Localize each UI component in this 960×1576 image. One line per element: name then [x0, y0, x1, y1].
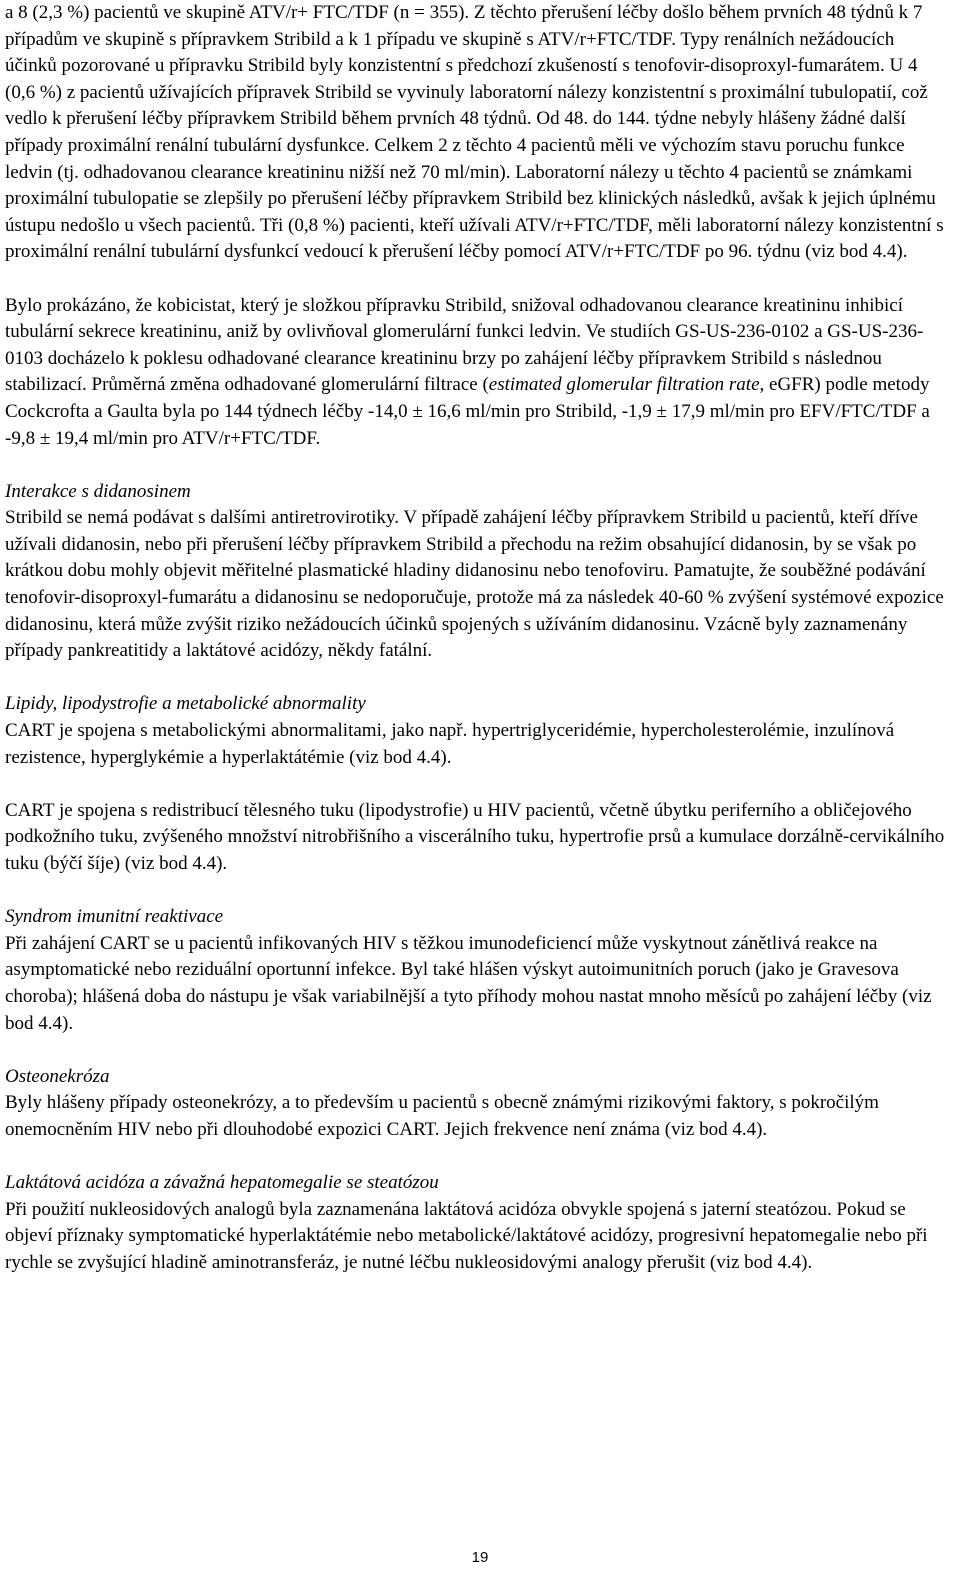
section-lipids [5, 691, 950, 877]
section-heading: Interakce s didanosinem [5, 480, 191, 502]
page-number: 19 [471, 1549, 489, 1566]
paragraph-cobicistat-egfr [5, 293, 950, 453]
section-paragraph: CART je spojena s metabolickými abnormalitami, jako např. hypertriglyceridémie, hypercholesterolémie, inzulínová rezistence, hyperglykémie a hyperlaktátémie (viz bod 4.4). [5, 720, 895, 768]
section-didanosine [5, 479, 950, 665]
paragraph-renal-findings: a 8 (2,3 %) pacientů ve skupině ATV/r+ FTC/TDF (n = 355). Z těchto přerušení léčby došlo během prvních 48 týdnů k 7 případům ve skupině s přípravkem Stribild a k 1 případu ve skupině s ATV/r+FTC/TDF. Typy renálních nežádoucích účinků pozorované u přípravku Stribild byly konzistentní s předchozí zkušeností s tenofovir-disoproxyl-fumarátem. U 4 (0,6 %) z pacientů užívajících přípravek Stribild se vyvinuly laboratorní nálezy konzistentní s proximální tubulopatií, což vedlo k přerušení léčby přípravkem Stribild během prvních 48 týdnů. Od 48. do 144. týdne nebyly hlášeny žádné další případy proximální renální tubulární dysfunkce. Celkem 2 z těchto 4 pacientů měli ve výchozím stavu poruchu funkce ledvin (tj. odhadovanou clearance kreatininu nižší než 70 ml/min). Laboratorní nálezy u těchto 4 pacientů se známkami proximální tubulopatie se zlepšily po přerušení léčby přípravkem Stribild bez klinických následků, avšak k jejich úplnému ústupu nedošlo u všech pacientů. Tři (0,8 %) pacienti, kteří užívali ATV/r+FTC/TDF, měli laboratorní nálezy konzistentní s proximální renální tubulární dysfunkcí vedoucí k přerušení léčby pomocí ATV/r+FTC/TDF po 96. týdnu (viz bod 4.4). [5, 2, 944, 263]
egfr-text-start: Bylo prokázáno, že kobicistat, který je složkou přípravku Stribild, snižoval odhadovanou clearance kreatininu inhibicí tubulární sekrece kreatininu, aniž by ovlivňoval glomerulární funkci ledvin. Ve studiích GS-US-236-0102 a GS-US-236-0103 docházelo k poklesu odhadované clearance kreatininu brzy po zahájení léčby přípravkem Stribild s následnou stabilizací. Průměrná změna odhadované glomerulární filtrace ( [5, 294, 924, 396]
document-page [5, 0, 950, 1277]
section-heading: Osteonekróza [5, 1065, 110, 1087]
section-paragraph: Stribild se nemá podávat s dalšími antiretrovirotiky. V případě zahájení léčby přípravkem Stribild u pacientů, kteří dříve užívali didanosin, nebo při přerušení léčby přípravkem Stribild a přechodu na režim obsahující didanosin, by se však po krátkou dobu mohly objevit měřitelné plasmatické hladiny didanosinu nebo tenofoviru. Pamatujte, že souběžné podávání tenofovir-disoproxyl-fumarátu a didanosinu se nedoporučuje, protože má za následek 40-60 % zvýšení systémové expozice didanosinu, která může zvýšit riziko nežádoucích účinků spojených s užíváním didanosinu. Vzácně byly zaznamenány případy pankreatitidy a laktátové acidózy, někdy fatální. [5, 507, 944, 662]
section-osteonecrosis [5, 1064, 950, 1144]
egfr-italic-term: estimated glomerular filtration rate [488, 374, 760, 396]
section-paragraph: Při použití nukleosidových analogů byla zaznamenána laktátová acidóza obvykle spojená s jaterní steatózou. Pokud se objeví příznaky symptomatické hyperlaktátémie nebo metabolické/laktátové acidózy, progresivní hepatomegalie nebo při rychle se zvyšující hladině aminotransferáz, je nutné léčbu nukleosidovými analogy přerušit (viz bod 4.4). [5, 1198, 928, 1273]
section-heading: Lipidy, lipodystrofie a metabolické abnormality [5, 693, 366, 715]
section-paragraph: Byly hlášeny případy osteonekrózy, a to především u pacientů s obecně známými rizikovými faktory, s pokročilým onemocněním HIV nebo při dlouhodobé expozici CART. Jejich frekvence není známa (viz bod 4.4). [5, 1092, 879, 1140]
section-lactic-acidosis [5, 1170, 950, 1276]
section-heading: Syndrom imunitní reaktivace [5, 906, 224, 928]
section-heading: Laktátová acidóza a závažná hepatomegalie se steatózou [5, 1172, 439, 1194]
section-paragraph: CART je spojena s redistribucí tělesného tuku (lipodystrofie) u HIV pacientů, včetně úbytku periferního a obličejového podkožního tuku, zvýšeného množství nitrobřišního a viscerálního tuku, hypertrofie prsů a kumulace dorzálně-cervikálního tuku (býčí šíje) (viz bod 4.4). [5, 799, 945, 874]
egfr-text-end: , eGFR) podle metody Cockcrofta a Gaulta byla po 144 týdnech léčby -14,0 ± 16,6 ml/min pro Stribild, -1,9 ± 17,9 ml/min pro EFV/FTC/TDF a -9,8 ± 19,4 ml/min pro ATV/r+FTC/TDF. [5, 374, 930, 449]
section-paragraph: Při zahájení CART se u pacientů infikovaných HIV s těžkou imunodeficiencí může vyskytnout zánětlivá reakce na asymptomatické nebo reziduální oportunní infekce. Byl také hlášen výskyt autoimunitních poruch (jako je Gravesova choroba); hlášená doba do nástupu je však variabilnější a tyto příhody mohou nastat mnoho měsíců po zahájení léčby (viz bod 4.4). [5, 932, 932, 1034]
section-immune-reactivation [5, 904, 950, 1037]
